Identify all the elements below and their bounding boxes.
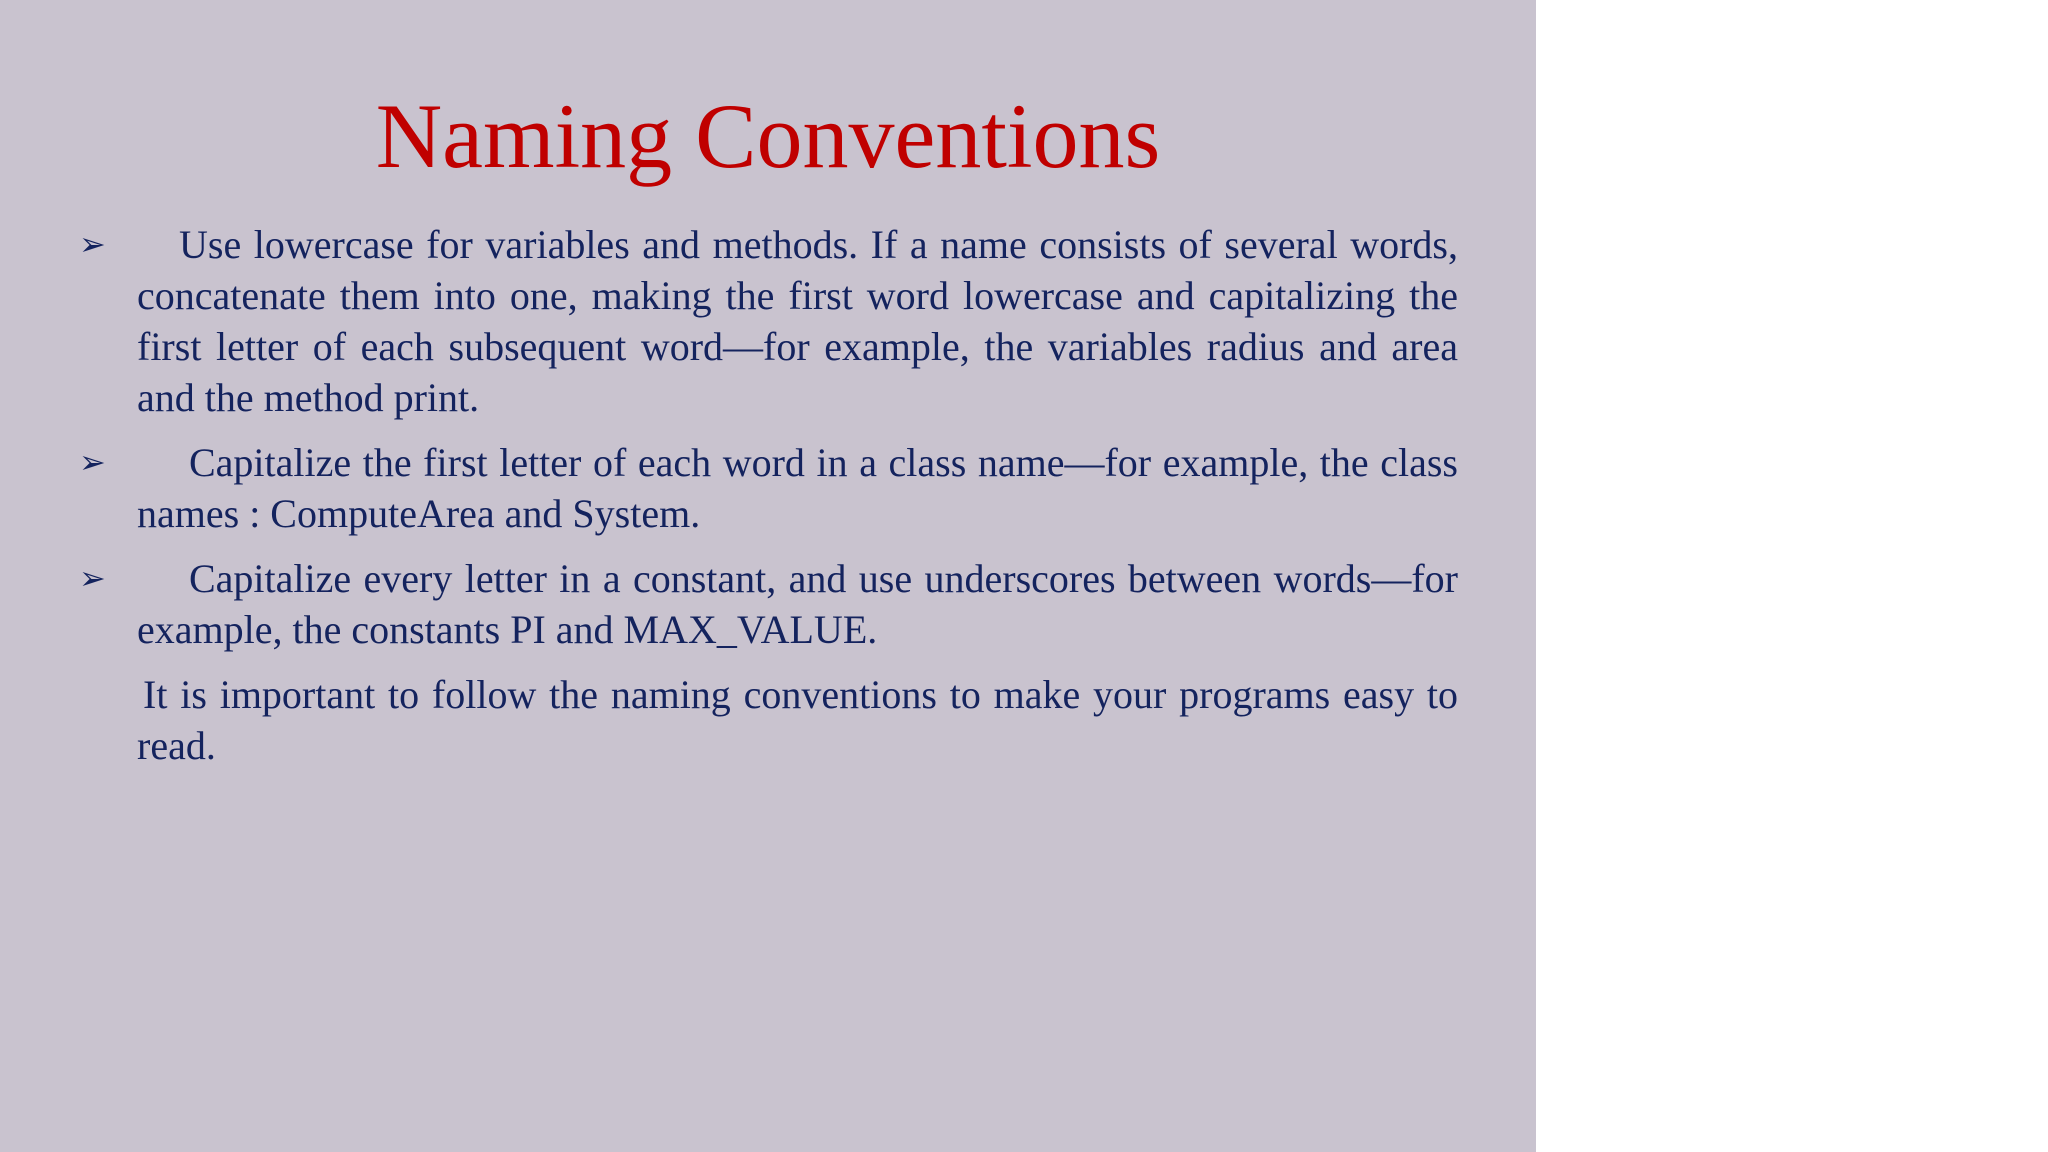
bullet-item-3 xyxy=(79,553,1458,655)
bullet-text-2: Capitalize the first letter of each word in a class name—for example, the class names : ComputeArea and System. xyxy=(137,440,1458,536)
bullet-text-3: Capitalize every letter in a constant, and use underscores between words—for example, the constants PI and MAX_VALUE. xyxy=(137,556,1458,652)
arrowhead-bullet-icon: ➢ xyxy=(79,225,106,263)
arrowhead-bullet-icon: ➢ xyxy=(79,559,106,597)
closing-note-text: It is important to follow the naming conventions to make your programs easy to read. xyxy=(137,672,1458,768)
slide-title: Naming Conventions xyxy=(375,85,1161,187)
slide-body xyxy=(0,219,1536,771)
bullet-text-1: Use lowercase for variables and methods. If a name consists of several words, concatenate them into one, making the first word lowercase and capitalizing the first letter of each subsequent word—for example, the variables radius and area and the method print. xyxy=(137,222,1458,420)
bullet-item-2 xyxy=(79,437,1458,539)
closing-note xyxy=(137,669,1458,771)
bullet-item-1 xyxy=(79,219,1458,423)
arrowhead-bullet-icon: ➢ xyxy=(79,443,106,481)
blank-side-panel xyxy=(1536,0,2048,1152)
